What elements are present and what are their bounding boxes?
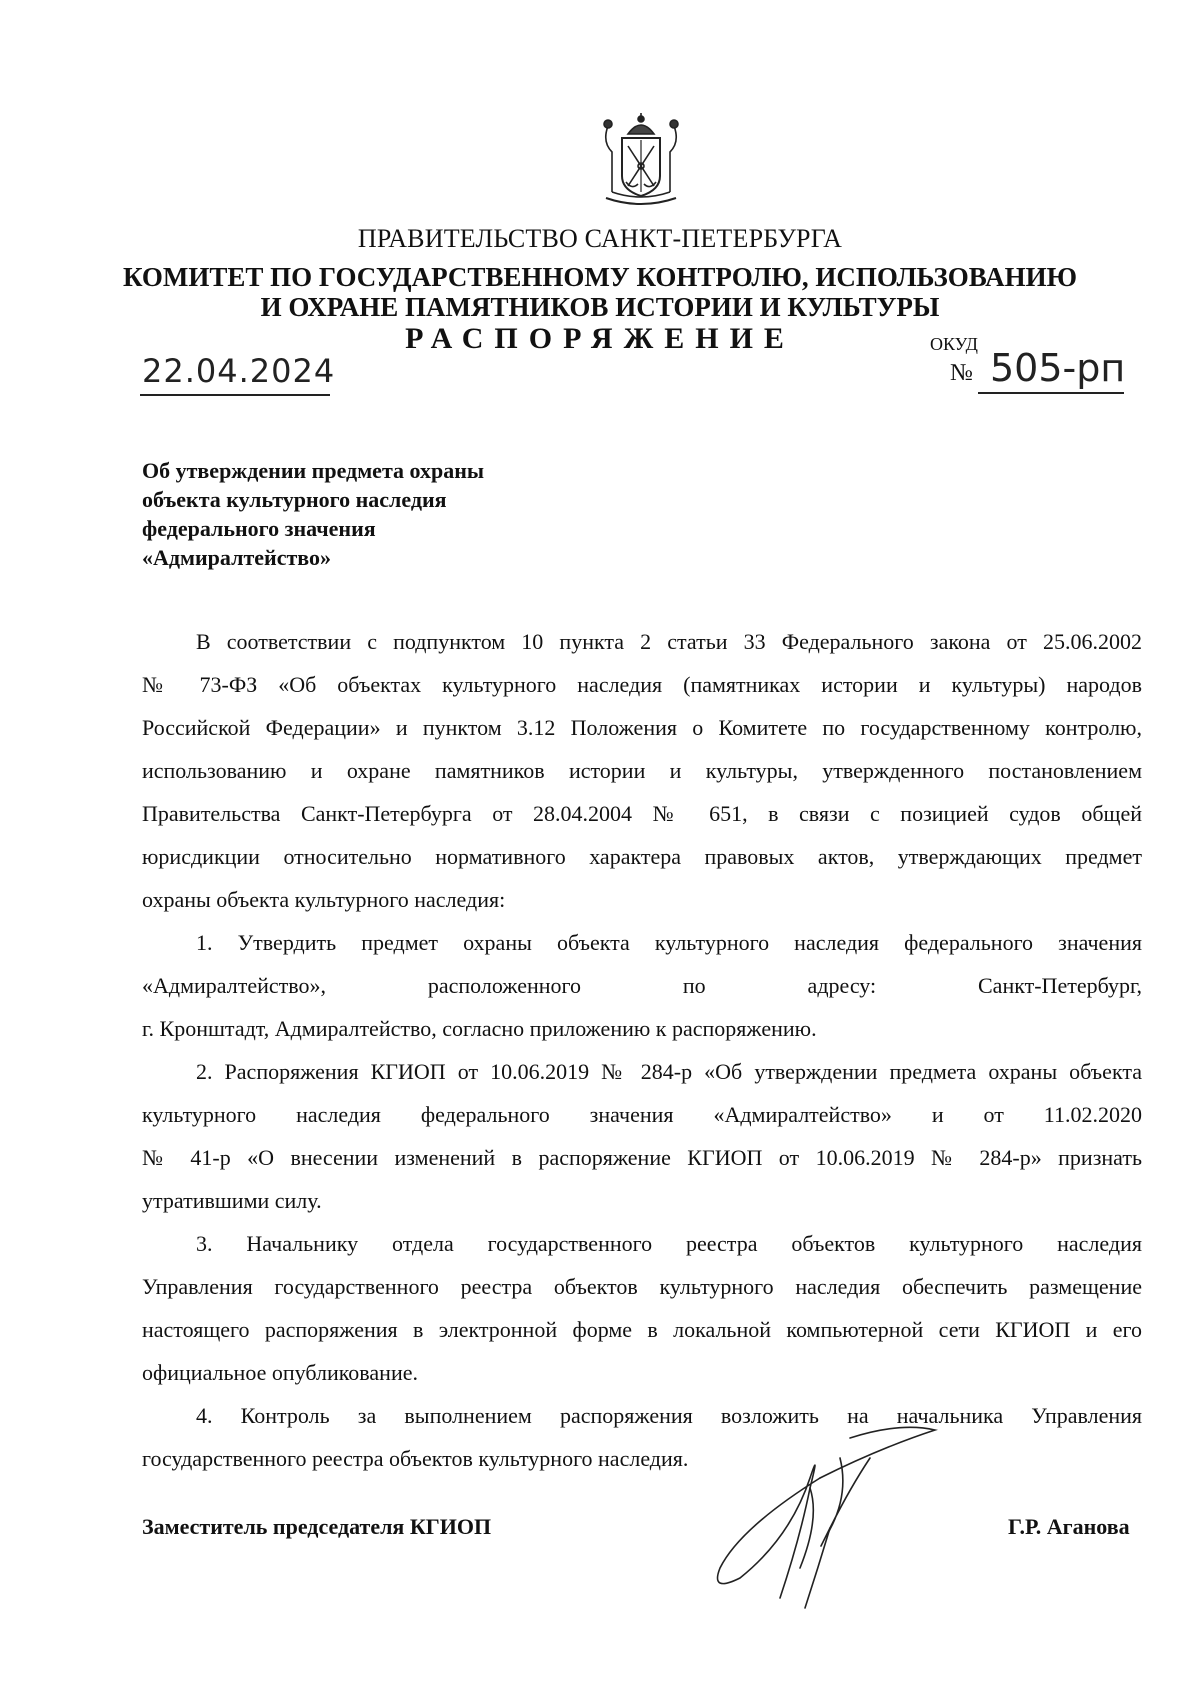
document-subject <box>142 456 742 572</box>
body-line: утратившими силу. <box>142 1188 322 1213</box>
subject-line: федерального значения <box>142 516 376 541</box>
subject-line: «Адмиралтейство» <box>142 545 331 570</box>
body-line: 1. Утвердить предмет охраны объекта культурного наследия федерального значения <box>196 930 1142 955</box>
body-line: г. Кронштадт, Адмиралтейство, согласно приложению к распоряжению. <box>142 1016 817 1041</box>
body-line: Управления государственного реестра объектов культурного наследия обеспечить размещение <box>142 1274 1142 1299</box>
body-line: 3. Начальнику отдела государственного реестра объектов культурного наследия <box>196 1231 1142 1256</box>
coat-of-arms-emblem-icon <box>598 112 684 210</box>
body-line: государственного реестра объектов культурного наследия. <box>142 1446 689 1471</box>
body-line: юрисдикции относительно нормативного характера правовых актов, утверждающих предмет <box>142 844 1142 869</box>
body-line: № 41-р «О внесении изменений в распоряжение КГИОП от 10.06.2019 № 284-р» признать <box>142 1145 1142 1170</box>
committee-title-line-1: КОМИТЕТ ПО ГОСУДАРСТВЕННОМУ КОНТРОЛЮ, ИСПОЛЬЗОВАНИЮ <box>123 262 1077 292</box>
body-line: «Адмиралтейство», расположенного по адресу: Санкт-Петербург, <box>142 973 1142 998</box>
number-underline <box>978 392 1124 394</box>
preamble-paragraph <box>142 620 1142 921</box>
okud-label: ОКУД <box>930 334 978 354</box>
date-underline <box>140 394 330 396</box>
signer-name: Г.Р. Аганова <box>1008 1514 1130 1539</box>
body-line: 2. Распоряжения КГИОП от 10.06.2019 № 284-р «Об утверждении предмета охраны объекта <box>196 1059 1142 1084</box>
signer-position: Заместитель председателя КГИОП <box>142 1514 492 1539</box>
item-4-paragraph <box>142 1394 1142 1480</box>
body-line: охраны объекта культурного наследия: <box>142 887 506 912</box>
government-title: ПРАВИТЕЛЬСТВО САНКТ-ПЕТЕРБУРГА <box>357 224 843 253</box>
number-sign: № <box>950 360 973 386</box>
committee-title-line-2: И ОХРАНЕ ПАМЯТНИКОВ ИСТОРИИ И КУЛЬТУРЫ <box>260 292 940 322</box>
item-1-paragraph <box>142 921 1142 1050</box>
body-line: № 73-ФЗ «Об объектах культурного наследия (памятниках истории и культуры) народов <box>142 672 1142 697</box>
body-line: Российской Федерации» и пунктом 3.12 Положения о Комитете по государственному контролю, <box>142 715 1142 740</box>
body-line: настоящего распоряжения в электронной форме в локальной компьютерной сети КГИОП и его <box>142 1317 1142 1342</box>
document-number: 505-рп <box>990 346 1126 390</box>
subject-line: объекта культурного наследия <box>142 487 447 512</box>
body-line: культурного наследия федерального значения «Адмиралтейство» и от 11.02.2020 <box>142 1102 1142 1127</box>
body-line: В соответствии с подпунктом 10 пункта 2 статьи 33 Федерального закона от 25.06.2002 <box>196 629 1142 654</box>
item-3-paragraph <box>142 1222 1142 1394</box>
handwritten-signature-icon <box>700 1418 950 1618</box>
body-line: Правительства Санкт-Петербурга от 28.04.2004 № 651, в связи с позицией судов общей <box>142 801 1142 826</box>
item-2-paragraph <box>142 1050 1142 1222</box>
body-line: официальное опубликование. <box>142 1360 418 1385</box>
body-line: использованию и охране памятников истории и культуры, утвержденного постановлением <box>142 758 1142 783</box>
document-type-title: РАСПОРЯЖЕНИЕ <box>405 322 795 355</box>
subject-line: Об утверждении предмета охраны <box>142 458 485 483</box>
document-date: 22.04.2024 <box>142 352 336 390</box>
document-body <box>142 620 1142 1480</box>
body-line: 4. Контроль за выполнением распоряжения возложить на начальника Управления <box>196 1403 1142 1428</box>
